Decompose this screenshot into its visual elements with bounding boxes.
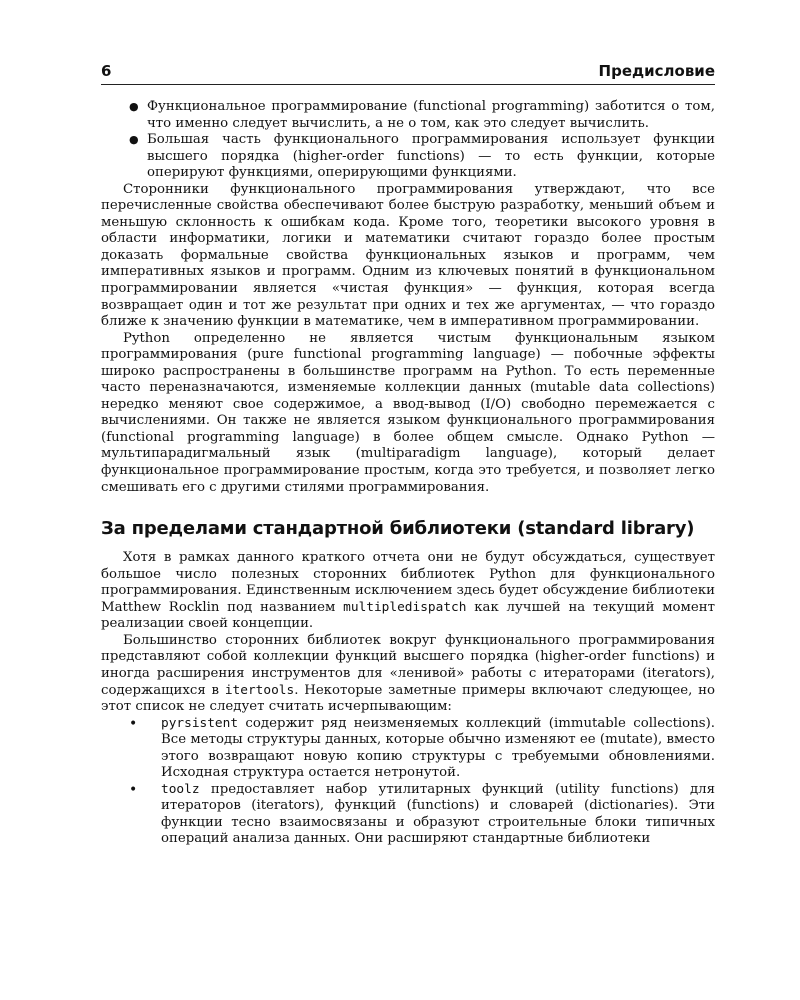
page-header xyxy=(101,62,715,85)
section-heading: За пределами стандартной библиотеки (standard library) xyxy=(101,518,695,540)
paragraph: Python определенно не является чистым функциональным языком программирования (pure functional programming language) — побочные эффекты широко распространены в большинстве программ на Python. То есть переменные часто переназначаются, изменяемые коллекции данных (mutable data collections) нередко меняют свое содержимое, а ввод-вывод (I/O) свободно перемежается с вычислениями. Он также не является языком функционального программирования (functional programming language) в более общем смысле. Однако Python — мультипарадигмальный язык (multiparadigm language), который делает функциональное программирование простым, когда это требуется, и позволяет легко смешивать его с другими стилями программирования. xyxy=(101,330,715,495)
paragraph: Сторонники функционального программирования утверждают, что все перечисленные свойства обеспечивают более быструю разработку, меньший объем и меньшую склонность к ошибкам кода. Кроме того, теоретики высокого уровня в области информатики, логики и математики считают гораздо более простым доказать формальные свойства функциональных языков и программ, чем императивных языков и программ. Одним из ключевых понятий в функциональном программировании является «чистая функция» — функция, которая всегда возвращает один и тот же результат при одних и тех же аргументах, — что гораздо ближе к значению функции в математике, чем в императивном программировании. xyxy=(101,181,715,330)
paragraph: Хотя в рамках данного краткого отчета они не будут обсуждаться, существует большое число полезных сторонних библиотек Python для функционального программирования. Единственным исключением здесь будет обсуждение библиотеки Matthew Rocklin под названием multipledispatch как лучшей на текущий момент реализации своей концепции. xyxy=(101,550,715,632)
book-page xyxy=(101,62,715,848)
intro-bullet-list xyxy=(101,99,715,182)
body-text xyxy=(101,99,715,848)
library-bullet-list xyxy=(101,716,715,848)
inline-code: pyrsistent xyxy=(161,715,239,731)
inline-code: itertools xyxy=(224,682,295,698)
inline-code: multipledispatch xyxy=(343,599,467,615)
paragraph: Большинство сторонних библиотек вокруг функционального программирования представляют собой коллекции функций высшего порядка (higher-order functions) и иногда расширения инструментов для «ленивой» работы с итераторами (iterators), содержащихся в itertools. Некоторые заметные примеры включают следующее, но этот список не следует считать исчерпывающим: xyxy=(101,632,715,715)
running-title: Предисловие xyxy=(598,62,715,80)
list-item: ● Функциональное программирование (functional programming) заботится о том, что именно следует вычислить, а не о том, как это следует вычислить. xyxy=(101,99,715,132)
list-item: • toolz предоставляет набор утилитарных функций (utility functions) для итераторов (iterators), функций (functions) и словарей (dictionaries). Эти функции тесно взаимосвязаны и образуют строительные блоки типичных операций анализа данных. Они расширяют стандартные библиотеки xyxy=(101,782,715,848)
list-item: ● Большая часть функционального программирования использует функции высшего порядка (higher-order functions) — то есть функции, которые оперируют функциями, оперирующими функциями. xyxy=(101,132,715,182)
list-item: • pyrsistent содержит ряд неизменяемых коллекций (immutable collections). Все методы структуры данных, которые обычно изменяют ее (mutate), вместо этого возвращают новую копию структуры с требуемыми обновлениями. Исходная структура остается нетронутой. xyxy=(101,716,715,782)
inline-code: toolz xyxy=(161,781,200,797)
page-number: 6 xyxy=(101,62,112,80)
